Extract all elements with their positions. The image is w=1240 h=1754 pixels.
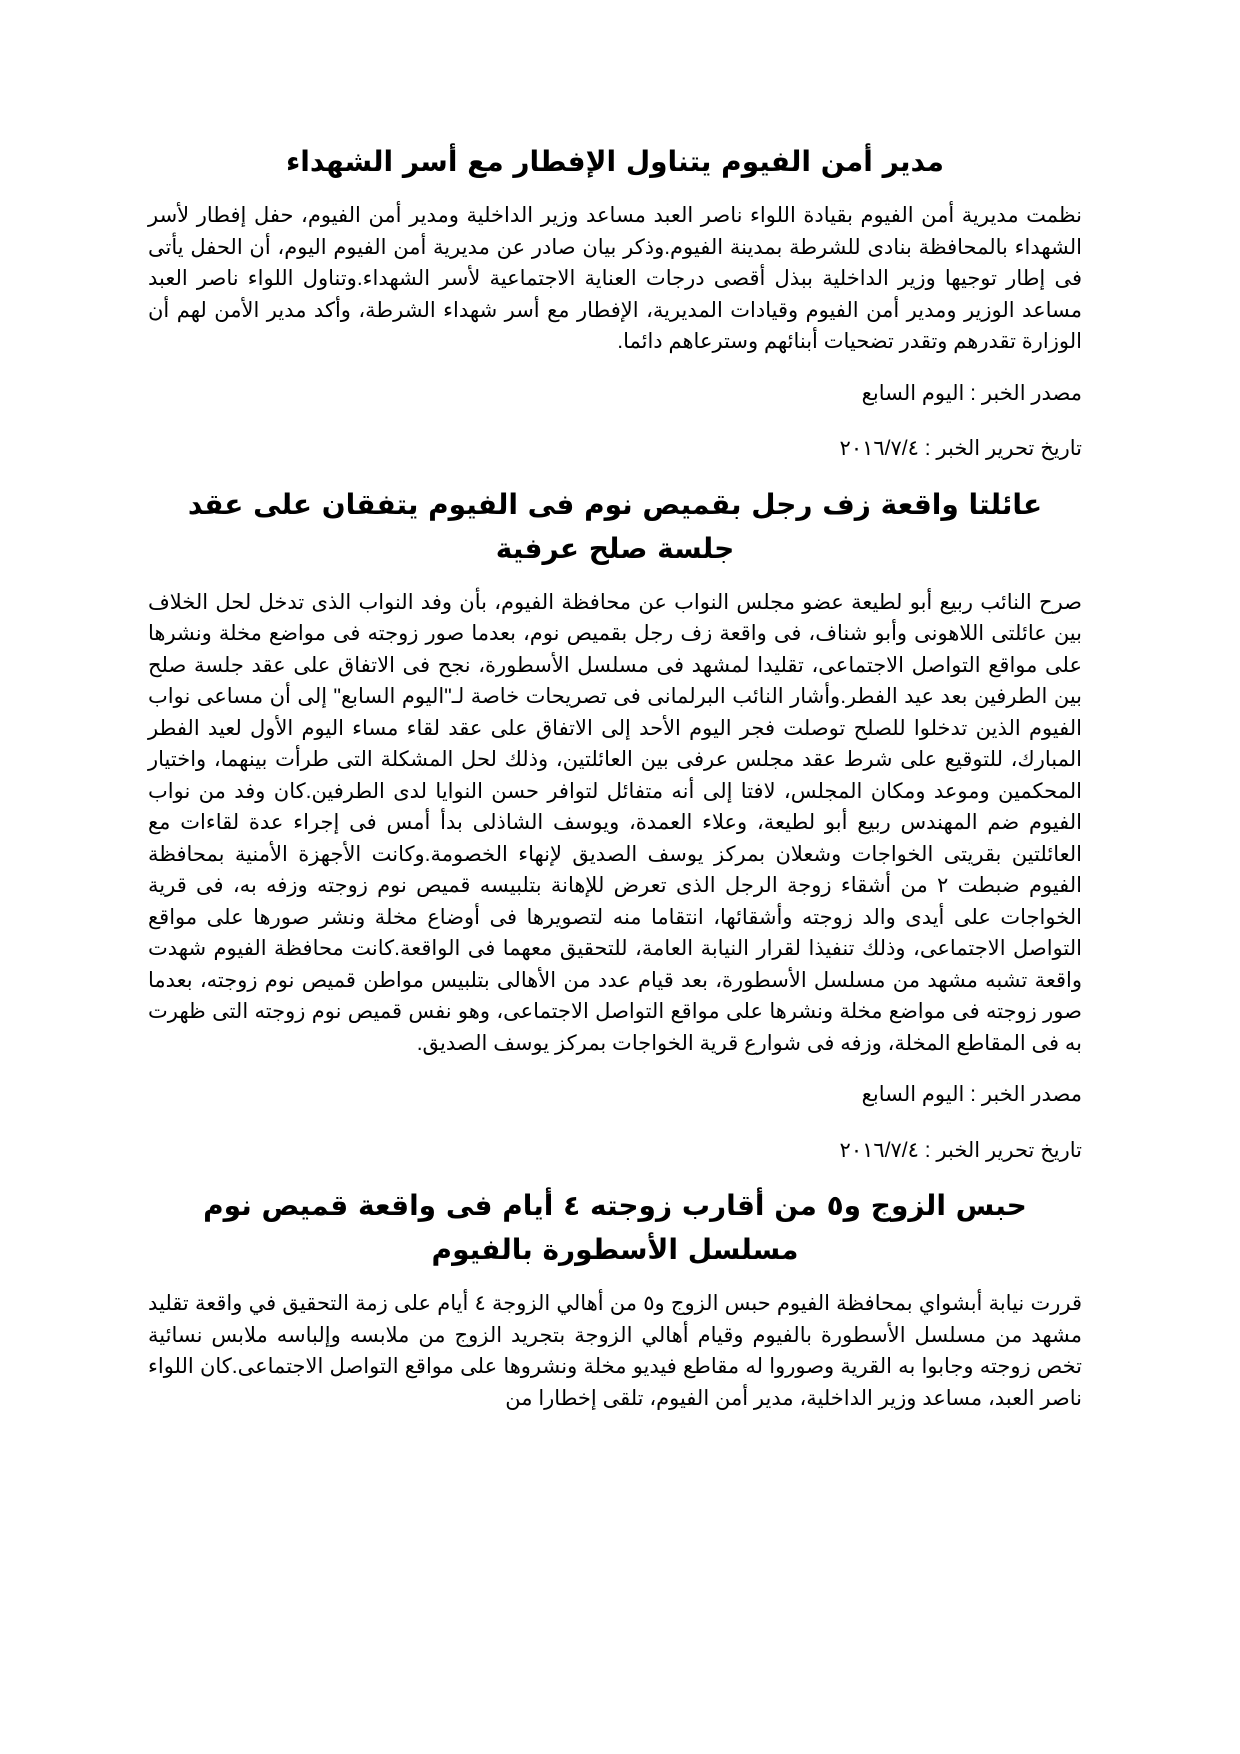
article-body: قررت نيابة أبشواي بمحافظة الفيوم حبس الزوج و٥ من أهالي الزوجة ٤ أيام على زمة التحقيق في واقعة تقليد مشهد من مسلسل الأسطورة بالفيوم وقيام أهالي الزوجة بتجريد الزوج من ملابسه وإلباسه ملابس نسائية تخص زوجته وجابوا به القرية وصوروا له مقاطع فيديو مخلة ونشروها على مواقع التواصل الاجتماعى.كان اللواء ناصر العبد، مساعد وزير الداخلية، مدير أمن الفيوم، تلقى إخطارا من — [148, 1292, 1083, 1410]
document-page — [148, 140, 1082, 1434]
article-source: مصدر الخبر : اليوم السابع — [861, 381, 1082, 405]
article-title: حبس الزوج و٥ من أقارب زوجته ٤ أيام فى واقعة قميص نوم مسلسل الأسطورة بالفيوم — [203, 1189, 1027, 1266]
article-date: تاريخ تحرير الخبر : ٢٠١٦/٧/٤ — [839, 437, 1082, 460]
article-title: مدير أمن الفيوم يتناول الإفطار مع أسر الشهداء — [285, 145, 945, 178]
news-article-3 — [148, 1184, 1082, 1414]
article-source: مصدر الخبر : اليوم السابع — [861, 1083, 1082, 1106]
article-title: عائلتا واقعة زف رجل بقميص نوم فى الفيوم يتفقان على عقد جلسة صلح عرفية — [187, 487, 1043, 565]
article-body: صرح النائب ربيع أبو لطيعة عضو مجلس النواب عن محافظة الفيوم، بأن وفد النواب الذى تدخل لحل الخلاف بين عائلتى اللاهونى وأبو شناف، فى واقعة زف رجل بقميص نوم، بعدما صور زوجته فى مواضع مخلة ونشرها على مواقع التواصل الاجتماعى، تقليدا لمشهد فى مسلسل الأسطورة، نجح فى الاتفاق على عقد جلسة صلح بين الطرفين بعد عيد الفطر.وأشار النائب البرلمانى فى تصريحات خاصة لـ"اليوم السابع" إلى أن مساعى نواب الفيوم الذين تدخلوا للصلح توصلت فجر اليوم الأحد إلى الاتفاق على عقد لقاء مساء اليوم الأول لعيد الفطر المبارك، للتوقيع على شرط عقد مجلس عرفى بين العائلتين، وذلك لحل المشكلة التى طرأت بينهما، واختيار المحكمين وموعد ومكان المجلس، لافتا إلى أنه متفائل لتوافر حسن النوايا لدى الطرفين.كان وفد من نواب الفيوم ضم المهندس ربيع أبو لطيعة، وعلاء العمدة، ويوسف الشاذلى بدأ أمس فى إجراء عدة لقاءات مع العائلتين بقريتى الخواجات وشعلان بمركز يوسف الصديق لإنهاء الخصومة.وكانت الأجهزة الأمنية بمحافظة الفيوم ضبطت ٢ من أشقاء زوجة الرجل الذى تعرض للإهانة بتلبيسه قميص نوم زوجته وزفه به، فى قرية الخواجات على أيدى والد زوجته وأشقائها، انتقاما منه لتصويرها فى أوضاع مخلة ونشر صورها على مواقع التواصل الاجتماعى، وذلك تنفيذا لقرار النيابة العامة، للتحقيق معهما فى الواقعة.كانت محافظة الفيوم شهدت واقعة تشبه مشهد من مسلسل الأسطورة، بعد قيام عدد من الأهالى بتلبيس مواطن قميص نوم زوجته، بعدما صور زوجته فى مواضع مخلة ونشرها على مواقع التواصل الاجتماعى، وهو نفس قميص نوم زوجته التى ظهرت به فى المقاطع المخلة، وزفه فى شوارع قرية الخواجات بمركز يوسف الصديق. — [148, 590, 1082, 1055]
article-body: نظمت مديرية أمن الفيوم بقيادة اللواء ناصر العبد مساعد وزير الداخلية ومدير أمن الفيوم، حفل إفطار لأسر الشهداء بالمحافظة بنادى للشرطة بمدينة الفيوم.وذكر بيان صادر عن مديرية أمن الفيوم اليوم، أن الحفل يأتى فى إطار توجيها وزير الداخلية ببذل أقصى درجات العناية الاجتماعية لأسر الشهداء.وتناول اللواء ناصر العبد مساعد الوزير ومدير أمن الفيوم وقيادات المديرية، الإفطار مع أسر شهداء الشرطة، وأكد مدير الأمن لهم أن الوزارة تقدرهم وتقدر تضحيات أبنائهم وسترعاهم دائما. — [148, 204, 1082, 353]
news-article-1 — [148, 140, 1082, 465]
news-article-2 — [148, 483, 1082, 1167]
article-date: تاريخ تحرير الخبر : ٢٠١٦/٧/٤ — [839, 1138, 1082, 1162]
